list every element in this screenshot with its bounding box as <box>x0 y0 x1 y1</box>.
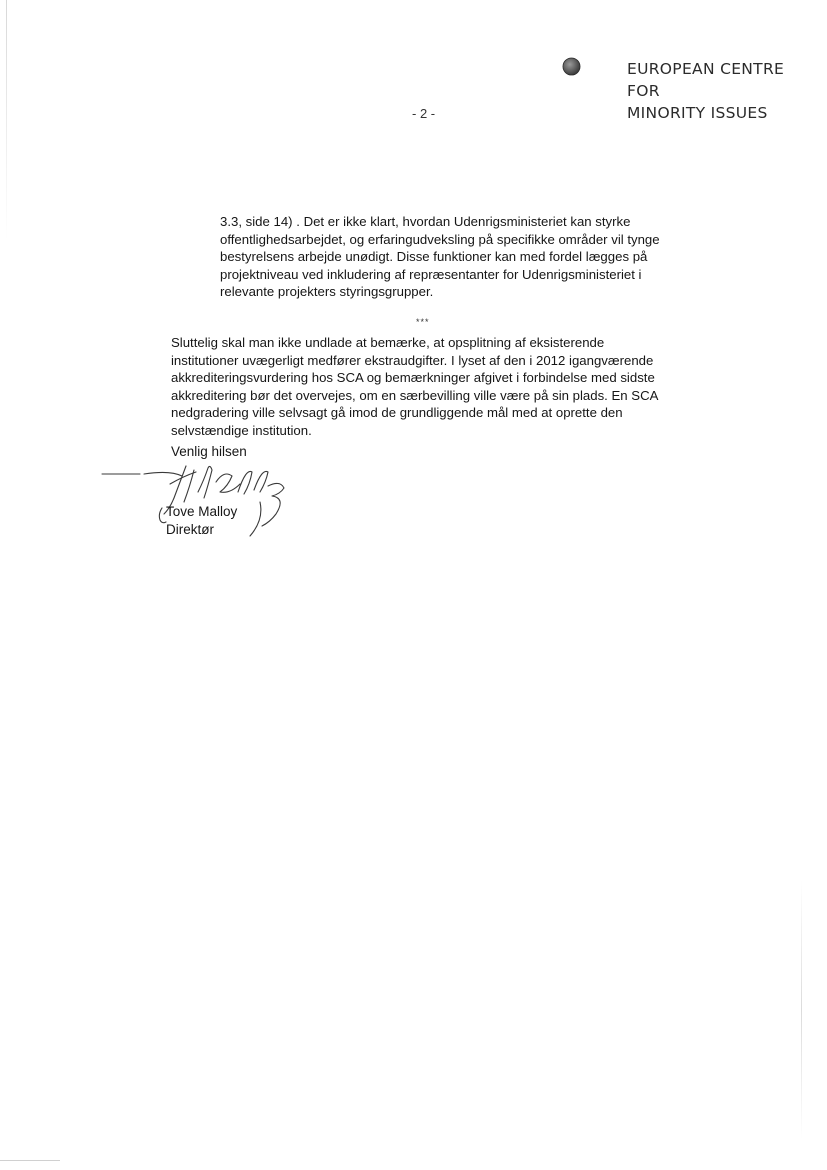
org-name-line-1: EUROPEAN CENTRE <box>627 60 785 78</box>
paragraph-line: institutioner uvægerligt medfører ekstraudgifter. I lyset af den i 2012 igangværende <box>171 352 654 368</box>
page-number: - 2 - <box>412 106 436 121</box>
paragraph-line: akkrediteringsvurdering hos SCA og bemærkninger afgivet i forbindelse med sidste <box>171 370 655 385</box>
paragraph-line: offentlighedsarbejdet, og erfaringudveksling på specifikke områder vil tynge <box>220 231 660 247</box>
paragraph-line: projektniveau ved inkludering af repræsentanter for Udenrigsministeriet i <box>220 266 642 282</box>
paragraph-line: bestyrelsens arbejde unødigt. Disse funktioner kan med fordel lægges på <box>220 249 648 264</box>
signer-title: Direktør <box>166 522 214 537</box>
organization-logo-icon <box>562 57 581 76</box>
paragraph-line: 3.3, side 14) . Det er ikke klart, hvordan Udenrigsministeriet kan styrke <box>220 214 631 229</box>
paragraph-line: Sluttelig skal man ikke undlade at bemærke, at opsplitning af eksisterende <box>171 335 605 350</box>
paragraph-concluding <box>171 334 658 439</box>
org-name-line-2: FOR <box>627 82 660 100</box>
scan-edge-bottom <box>0 1160 60 1161</box>
scan-edge-left <box>6 0 7 240</box>
paragraph-continued <box>220 213 660 301</box>
paragraph-line: selvstændige institution. <box>171 422 312 438</box>
paragraph-line: akkreditering bør det overvejes, om en særbevilling ville være på sin plads. En SCA <box>171 387 659 403</box>
org-name-line-3: MINORITY ISSUES <box>627 104 768 122</box>
scan-edge-right <box>801 880 802 1140</box>
paragraph-line: nedgradering ville selvsagt gå imod de grundliggende mål med at oprette den <box>171 405 623 420</box>
section-separator: *** <box>416 317 430 327</box>
signer-name: Tove Malloy <box>166 504 238 519</box>
organization-name <box>627 58 784 124</box>
paragraph-line: relevante projekters styringsgrupper. <box>220 284 434 299</box>
closing-greeting: Venlig hilsen <box>171 444 247 459</box>
